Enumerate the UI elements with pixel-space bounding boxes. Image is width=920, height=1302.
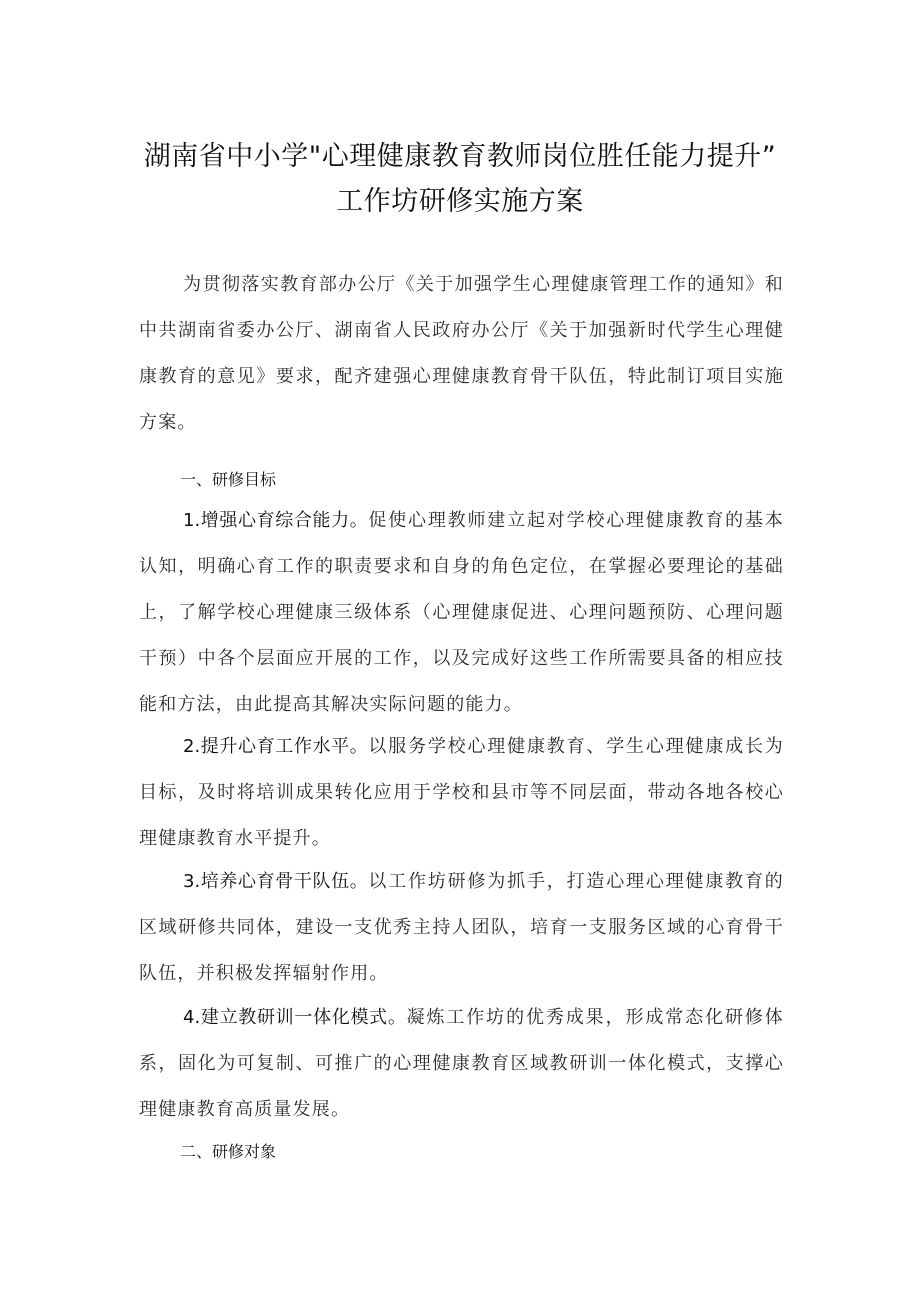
document-title-line-2: 工作坊研修实施方案	[336, 186, 584, 217]
goal-lead-2: 2.提升心育工作水平。	[183, 736, 369, 757]
goal-paragraph-1	[139, 498, 784, 728]
intro-paragraph	[139, 262, 784, 446]
goal-text-2: 以服务学校心理健康教育、学生心理健康成长为目标，及时将培训成果转化应用于学校和县市等不同层面，带动各地各校心理健康教育水平提升。	[139, 736, 784, 849]
goal-paragraph-4	[139, 995, 784, 1133]
goal-paragraph-3	[139, 859, 784, 997]
intro-text: 为贯彻落实教育部办公厅《关于加强学生心理健康管理工作的通知》和中共湖南省委办公厅、湖南省人民政府办公厅《关于加强新时代学生心理健康教育的意见》要求，配齐建强心理健康教育骨干队伍，特此制订项目实施方案。	[139, 274, 784, 433]
goal-text-4: 凝炼工作坊的优秀成果，形成常态化研修体系，固化为可复制、可推广的心理健康教育区域教研训一体化模式，支撑心理健康教育高质量发展。	[139, 1007, 784, 1120]
goal-lead-3: 3.培养心育骨干队伍。	[183, 871, 369, 892]
goal-paragraph-2	[139, 724, 784, 862]
goal-text-1: 促使心理教师建立起对学校心理健康教育的基本认知，明确心育工作的职责要求和自身的角色定位，在掌握必要理论的基础上，了解学校心理健康三级体系（心理健康促进、心理问题预防、心理问题干预）中各个层面应开展的工作，以及完成好这些工作所需要具备的相应技能和方法，由此提高其解决实际问题的能力。	[139, 510, 784, 715]
section-heading-goals: 一、研修目标	[180, 470, 277, 489]
goal-lead-1: 1.增强心育综合能力。	[183, 510, 369, 531]
goal-text-3: 以工作坊研修为抓手，打造心理心理健康教育的区域研修共同体，建设一支优秀主持人团队，培育一支服务区域的心育骨干队伍，并积极发挥辐射作用。	[139, 871, 784, 984]
document-title-line-1: 湖南省中小学"心理健康教育教师岗位胜任能力提升”	[143, 141, 777, 172]
section-heading-participants: 二、研修对象	[180, 1142, 277, 1161]
goal-lead-4: 4.建立教研训一体化模式。	[183, 1007, 407, 1028]
